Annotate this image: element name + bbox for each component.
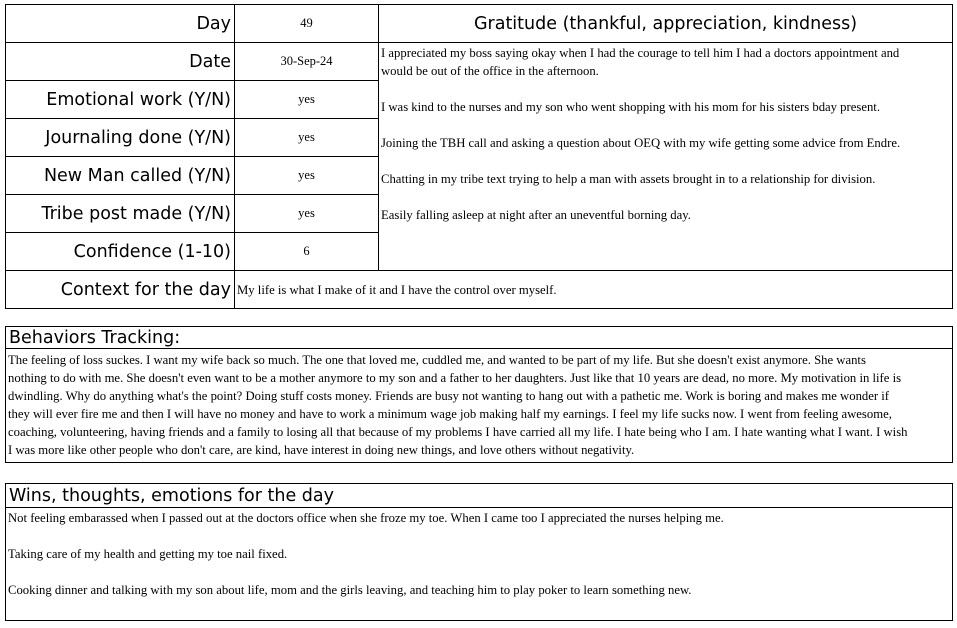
gratitude-line: Joining the TBH call and asking a question about OEQ with my wife getting some advice from Endre.	[381, 136, 901, 150]
behaviors-line: dwindling. Why do anything what's the point? Doing stuff costs money. Friends are busy not wanting to hang out with a pathetic me. Work is boring and makes me wonder if	[8, 389, 890, 403]
wins-section	[5, 483, 953, 621]
confidence-label: Confidence (1-10)	[5, 232, 235, 271]
emotional-work-value[interactable]: yes	[234, 80, 379, 119]
date-value[interactable]: 30-Sep-24	[234, 42, 379, 81]
gratitude-line: I was kind to the nurses and my son who went shopping with his mom for his sisters bday present.	[381, 100, 880, 114]
tribe-post-label: Tribe post made (Y/N)	[5, 194, 235, 233]
journaling-label: Journaling done (Y/N)	[5, 118, 235, 157]
confidence-value[interactable]: 6	[234, 232, 379, 271]
behaviors-section	[5, 326, 953, 463]
day-value[interactable]: 49	[234, 4, 379, 43]
behaviors-line: The feeling of loss suckes. I want my wife back so much. The one that loved me, cuddled me, and wanted to be part of my life. But she doesn't exist anymore. She wants	[8, 353, 866, 367]
gratitude-line: Chatting in my tribe text trying to help a man with assets brought in to a relationship for division.	[381, 172, 876, 186]
gratitude-line: I appreciated my boss saying okay when I had the courage to tell him I had a doctors appointment and	[381, 46, 900, 60]
tribe-post-value[interactable]: yes	[234, 194, 379, 233]
journaling-value[interactable]: yes	[234, 118, 379, 157]
date-label: Date	[5, 42, 235, 81]
context-label: Context for the day	[5, 270, 235, 309]
gratitude-body[interactable]	[378, 42, 953, 271]
gratitude-line: Easily falling asleep at night after an uneventful borning day.	[381, 208, 691, 222]
wins-line: Cooking dinner and talking with my son about life, mom and the girls leaving, and teaching him to play poker to learn something new.	[8, 583, 692, 597]
wins-title: Wins, thoughts, emotions for the day	[6, 484, 952, 508]
behaviors-line: nothing to do with me. She doesn't even want to be a mother anymore to my son and a father to her daughters. Just like that 10 years are dead, no more. My motivation in life is	[8, 371, 902, 385]
wins-line: Not feeling embarassed when I passed out at the doctors office when she froze my toe. When I came too I appreciated the nurses helping me.	[8, 511, 724, 525]
behaviors-line: coaching, volunteering, having friends and a family to losing all that because of my problems I have carried all my life. I hate being who I am. I hate wanting what I want. I wish	[8, 425, 908, 439]
gratitude-title: Gratitude (thankful, appreciation, kindness)	[378, 4, 953, 43]
context-value[interactable]: My life is what I make of it and I have the control over myself.	[234, 270, 953, 309]
behaviors-title: Behaviors Tracking:	[6, 327, 952, 349]
day-label: Day	[5, 4, 235, 43]
new-man-called-value[interactable]: yes	[234, 156, 379, 195]
behaviors-body[interactable]	[8, 351, 952, 459]
wins-line: Taking care of my health and getting my toe nail fixed.	[8, 547, 288, 561]
gratitude-line: would be out of the office in the afternoon.	[381, 64, 599, 78]
new-man-called-label: New Man called (Y/N)	[5, 156, 235, 195]
emotional-work-label: Emotional work (Y/N)	[5, 80, 235, 119]
behaviors-line: they will ever fire me and then I will have no money and have to work a minimum wage job making half my earnings. I feel my life sucks now. I went from feeling awesome,	[8, 407, 892, 421]
behaviors-line: I was more like other people who don't care, are kind, have interest in doing new things, and love others without negativity.	[8, 443, 635, 457]
